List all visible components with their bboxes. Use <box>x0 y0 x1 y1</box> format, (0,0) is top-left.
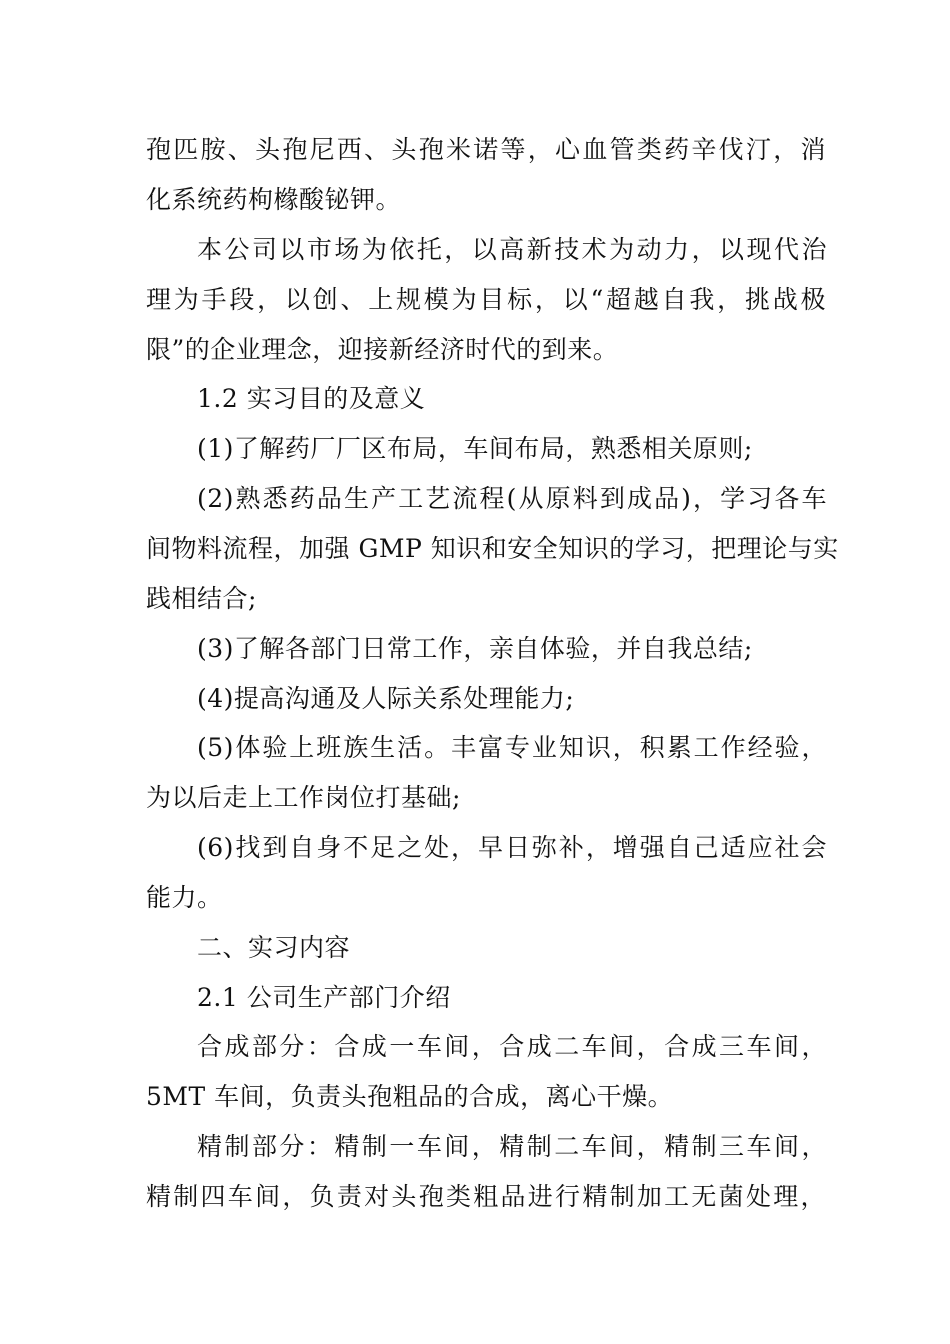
text-line: 践相结合; <box>146 584 257 613</box>
section-heading: 二、实习内容 <box>197 933 351 962</box>
list-item: (3)了解各部门日常工作，亲自体验，并自我总结; <box>197 634 753 663</box>
list-item: (5)体验上班族生活。丰富专业知识，积累工作经验， <box>197 733 827 762</box>
text-line: 合成部分：合成一车间，合成二车间，合成三车间， <box>197 1032 827 1061</box>
text-line: 理为手段，以创、上规模为目标，以“超越自我，挑战极 <box>146 285 826 314</box>
text-line: 能力。 <box>146 883 223 912</box>
section-heading: 2.1 公司生产部门介绍 <box>197 983 451 1012</box>
section-heading: 1.2 实习目的及意义 <box>197 384 426 413</box>
list-item: (2)熟悉药品生产工艺流程(从原料到成品)，学习各车 <box>197 484 827 513</box>
text-line: 孢匹胺、头孢尼西、头孢米诺等，心血管类药辛伐汀，消 <box>146 135 826 164</box>
list-item: (4)提高沟通及人际关系处理能力; <box>197 684 575 713</box>
list-item: (6)找到自身不足之处，早日弥补，增强自己适应社会 <box>197 833 827 862</box>
text-line: 化系统药枸橼酸铋钾。 <box>146 185 402 214</box>
text-line: 精制部分：精制一车间，精制二车间，精制三车间， <box>197 1132 827 1161</box>
text-line: 为以后走上工作岗位打基础; <box>146 783 461 812</box>
text-line: 精制四车间，负责对头孢类粗品进行精制加工无菌处理， <box>146 1182 826 1211</box>
text-line: 限”的企业理念，迎接新经济时代的到来。 <box>146 335 619 364</box>
text-line: 间物料流程，加强 GMP 知识和安全知识的学习，把理论与实 <box>146 534 839 563</box>
list-item: (1)了解药厂厂区布局，车间布局，熟悉相关原则; <box>197 434 753 463</box>
text-line: 5MT 车间，负责头孢粗品的合成，离心干燥。 <box>146 1082 674 1111</box>
text-line: 本公司以市场为依托，以高新技术为动力，以现代治 <box>197 235 827 264</box>
